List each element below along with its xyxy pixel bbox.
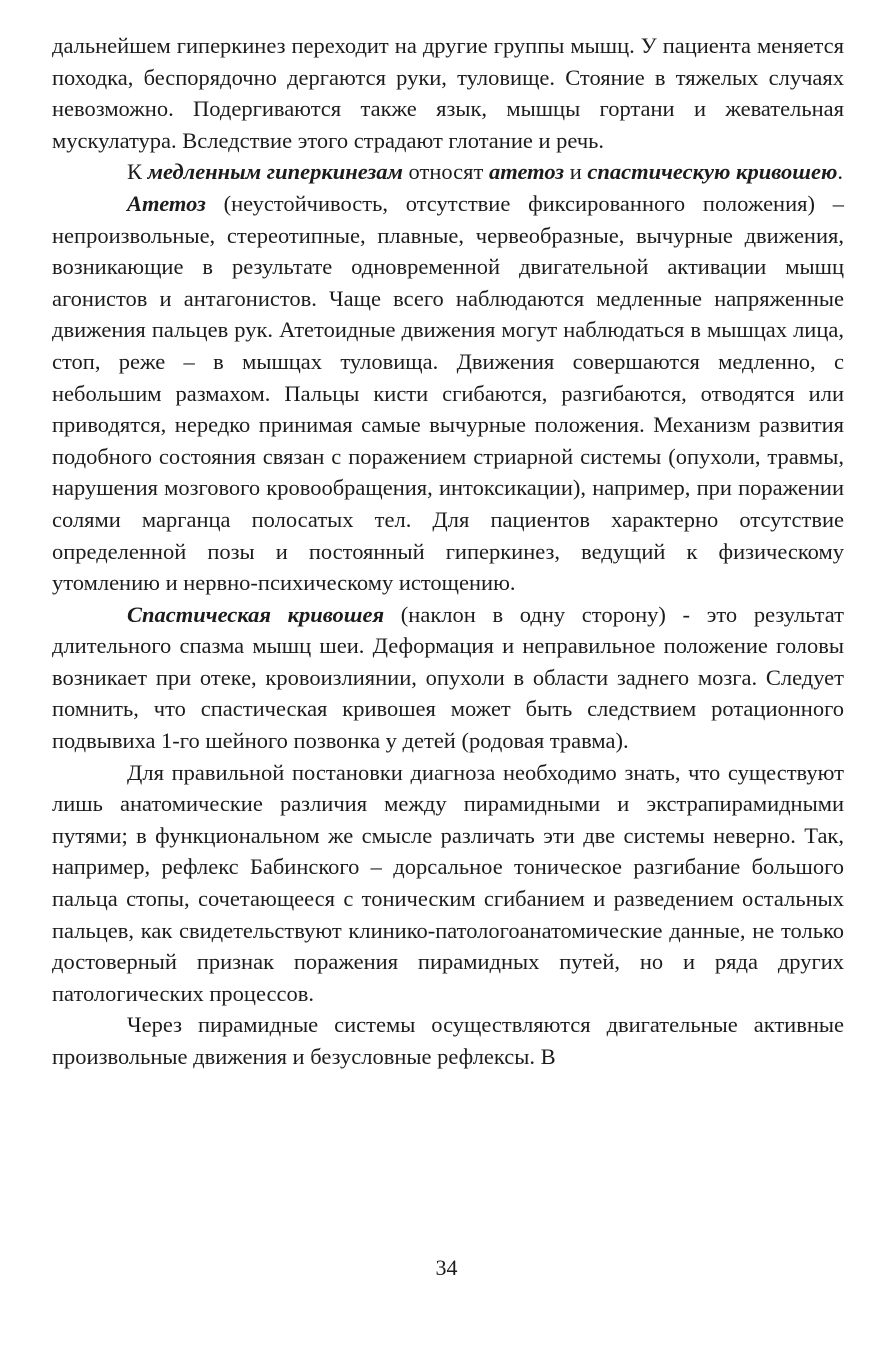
paragraph-hyperkinesis-continued: дальнейшем гиперкинез переходит на другие группы мышц. У пациента меняется походка, беспорядочно дергаются руки, туловище. Стояние в тяжелых случаях невозможно. Подергиваются также язык, мышцы гортани и жевательная мускулатура. Вследствие этого страдают глотание и речь.	[52, 33, 844, 153]
text-run: .	[837, 159, 844, 185]
term-athetosis: атетоз	[488, 159, 565, 185]
paragraph-athetosis	[52, 188, 844, 599]
text-run: относят	[402, 159, 489, 185]
page-number: 34	[435, 1255, 458, 1280]
paragraph-pyramidal-systems: Через пирамидные системы осуществляются двигательные активные произвольные движения и безусловные рефлексы. В	[52, 1012, 844, 1069]
book-page	[52, 30, 844, 1340]
paragraph-slow-hyperkinesis	[52, 156, 844, 188]
term-slow-hyperkinesis: медленным гиперкинезам	[147, 159, 403, 185]
term-spastic-torticollis: спастическую кривошею	[587, 159, 838, 185]
term-athetosis-heading: Атетоз	[127, 190, 206, 216]
text-run: и	[564, 159, 588, 185]
term-spastic-torticollis-heading: Спастическая кривошея	[127, 601, 385, 627]
text-run: (наклон в одну сторону) - это результат длительного спазма мышц шеи. Деформация и неправильное положение головы возникает при отеке, кровоизлиянии, опухоли в области заднего мозга. Следует помнить, что спастическая кривошея может быть следствием ротационного подвывиха 1-го шейного позвонка у детей (родовая травма).	[52, 601, 845, 754]
paragraph-spastic-torticollis	[52, 599, 844, 757]
paragraph-diagnosis: Для правильной постановки диагноза необходимо знать, что существуют лишь анатомические различия между пирамидными и экстрапирамидными путями; в функциональном же смысле различать эти две системы неверно. Так, например, рефлекс Бабинского – дорсальное тоническое разгибание большого пальца стопы, сочетающееся с тоническим сгибанием и разведением остальных пальцев, как свидетельствуют клинико-патологоанатомические данные, не только достоверный признак поражения пирамидных путей, но и ряда других патологических процессов.	[52, 759, 844, 1006]
text-run: (неустойчивость, отсутствие фиксированного положения) – непроизвольные, стереотипные, плавные, червеобразные, вычурные движения, возникающие в результате одновременной двигательной активации мышц агонистов и антагонистов. Чаще всего наблюдаются медленные напряженные движения пальцев рук. Атетоидные движения могут наблюдаться в мышцах лица, стоп, реже – в мышцах туловища. Движения совершаются медленно, с небольшим размахом. Пальцы кисти сгибаются, разгибаются, отводятся или приводятся, нередко принимая самые вычурные положения. Механизм развития подобного состояния связан с поражением стриарной системы (опухоли, травмы, нарушения мозгового кровообращения, интоксикации), например, при поражении солями марганца полосатых тел. Для пациентов характерно отсутствие определенной позы и постоянный гиперкинез, ведущий к физическому утомлению и нервно-психическому истощению.	[52, 190, 844, 596]
text-run: К	[127, 159, 148, 185]
